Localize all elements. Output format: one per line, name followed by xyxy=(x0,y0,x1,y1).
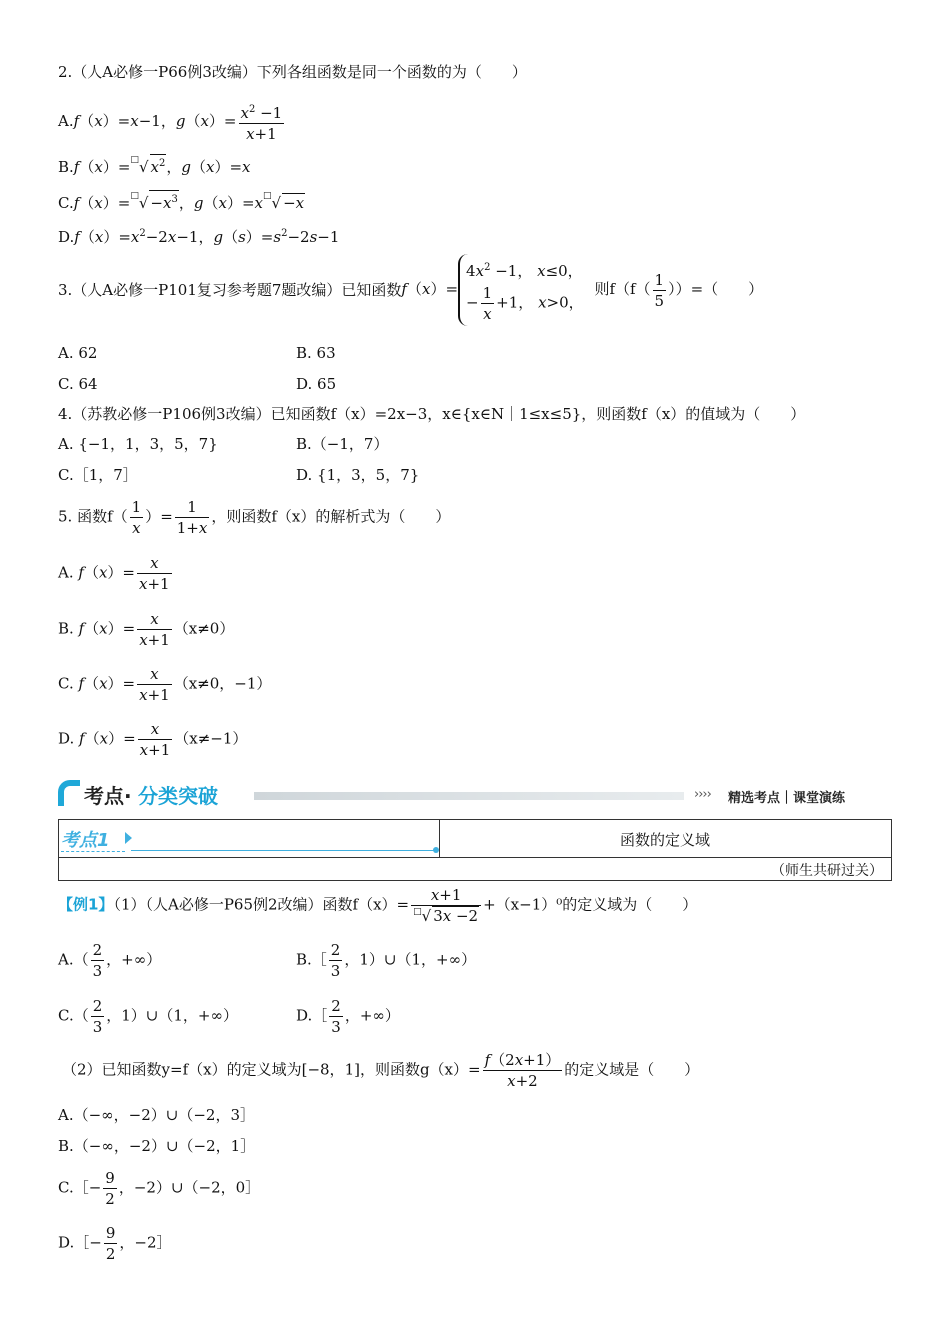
q3-line: 3.（人A必修一P101复习参考题7题改编）已知函数f（x）= $4x^2 -1$， x≤0， − $\frac{1}{x}$ +1， x>0， 则f（f（ $\frac{1}{5}$ ））=（ ） xyxy=(58,254,763,326)
section-banner xyxy=(58,776,892,812)
banner-right-label: 精选考点｜课堂演练 xyxy=(728,791,846,806)
topic-note: （师生共研过关） xyxy=(771,863,883,879)
q2-option-c[interactable]: $C.f(x)=^□√ -x^3$，g（x）=x□√ −x xyxy=(58,191,305,212)
q2-option-a[interactable]: A.f（x）=x−1，g（x）= $\frac{x^2 -1}{x+1}$ xyxy=(58,100,286,144)
q2-option-b[interactable]: B.f（x）=□√ $x^2$，g（x）=x xyxy=(58,155,251,176)
q4-option-c[interactable]: C.［1，7］ xyxy=(58,466,138,484)
q5-option-a[interactable]: A. f（x）= $\frac{x}{x+1}$ xyxy=(58,554,170,593)
ex1-option-c[interactable]: C.（ $\frac{2}{3}$ ，1）∪（1，+∞） xyxy=(58,997,238,1036)
q5-option-c[interactable]: C. f（x）= $\frac{x}{x+1}$ （x≠0，−1） xyxy=(58,665,272,704)
piecewise-brace: $4x^2 -1$， x≤0， − $\frac{1}{x}$ +1， x>0， xyxy=(458,254,590,326)
q2-stem: 2.（人A必修一P66例3改编）下列各组函数是同一个函数的为（ ） xyxy=(58,63,527,81)
example-label: 【例1】 xyxy=(58,895,114,914)
q3-option-c[interactable]: C. 64 xyxy=(58,375,98,393)
banner-bar xyxy=(254,792,684,800)
q3-option-b[interactable]: B. 63 xyxy=(296,344,336,362)
kaodian-label: 考点1 xyxy=(61,830,110,851)
ex1-option-d[interactable]: D.［ $\frac{2}{3}$ ，+∞） xyxy=(296,997,400,1036)
topic-title: 函数的定义域 xyxy=(619,831,710,849)
ex1-stem-2: （2）已知函数y=f（x）的定义域为[−8，1]，则函数g（x）= $\frac{f(2x+1)}{x+2}$ 的定义域是（ ） xyxy=(62,1051,700,1090)
q4-option-b[interactable]: B.（−1，7） xyxy=(296,435,389,453)
q2-option-d[interactable]: $D.f(x)=x^2-2x-1$，$g(s)=s^2-2s-1$ xyxy=(58,228,340,246)
banner-title-a: 考点· xyxy=(84,784,132,808)
q5-stem: 5. 函数f（ $\frac{1}{x}$ ）= $\frac{1}{1+x}$ ，则函数f（x）的解析式为（ ） xyxy=(58,498,451,537)
q3-option-a[interactable]: A. 62 xyxy=(58,344,98,362)
q4-option-d[interactable]: D. {1，3，5，7} xyxy=(296,466,420,484)
ex1-option-a[interactable]: A.（ $\frac{2}{3}$ ，+∞） xyxy=(58,941,162,980)
fraction: $\frac{x^2 -1}{x+1}$ xyxy=(240,104,283,143)
triangle-icon xyxy=(125,832,132,844)
ex1-option-b[interactable]: B.［ $\frac{2}{3}$ ，1）∪（1，+∞） xyxy=(296,941,477,980)
topic-table xyxy=(58,819,892,881)
q5-option-b[interactable]: B. f（x）= $\frac{x}{x+1}$ （x≠0） xyxy=(58,610,235,649)
banner-title-b: 分类突破 xyxy=(138,784,218,808)
ex1-p2-option-d[interactable]: D.［− $\frac{9}{2}$ ，−2］ xyxy=(58,1224,172,1263)
q4-stem: 4.（苏教必修一P106例3改编）已知函数f（x）=2x−3，x∈{x∈N｜1≤x≤5}，则函数f（x）的值域为（ ） xyxy=(58,405,806,423)
ex1-p2-option-c[interactable]: C.［− $\frac{9}{2}$ ，−2）∪（−2，0］ xyxy=(58,1169,261,1208)
q4-option-a[interactable]: A. {−1，1，3，5，7} xyxy=(58,435,218,453)
chevron-right-icon: ›››› xyxy=(694,787,711,802)
q5-option-d[interactable]: D. f（x）= $\frac{x}{x+1}$ （x≠−1） xyxy=(58,720,248,759)
banner-mark-icon xyxy=(58,780,80,806)
ex1-p2-option-b[interactable]: B.（−∞，−2）∪（−2，1］ xyxy=(58,1137,256,1155)
ex1-p2-option-a[interactable]: A.（−∞，−2）∪（−2，3］ xyxy=(58,1106,256,1124)
ex1-stem-1: 【例1】（1）（人A必修一P65例2改编）函数f（x）= $\frac{x+1}{^□√ 3x -2}$ +（x−1）⁰的定义域为（ ） xyxy=(58,886,698,925)
q3-option-d[interactable]: D. 65 xyxy=(296,375,337,393)
